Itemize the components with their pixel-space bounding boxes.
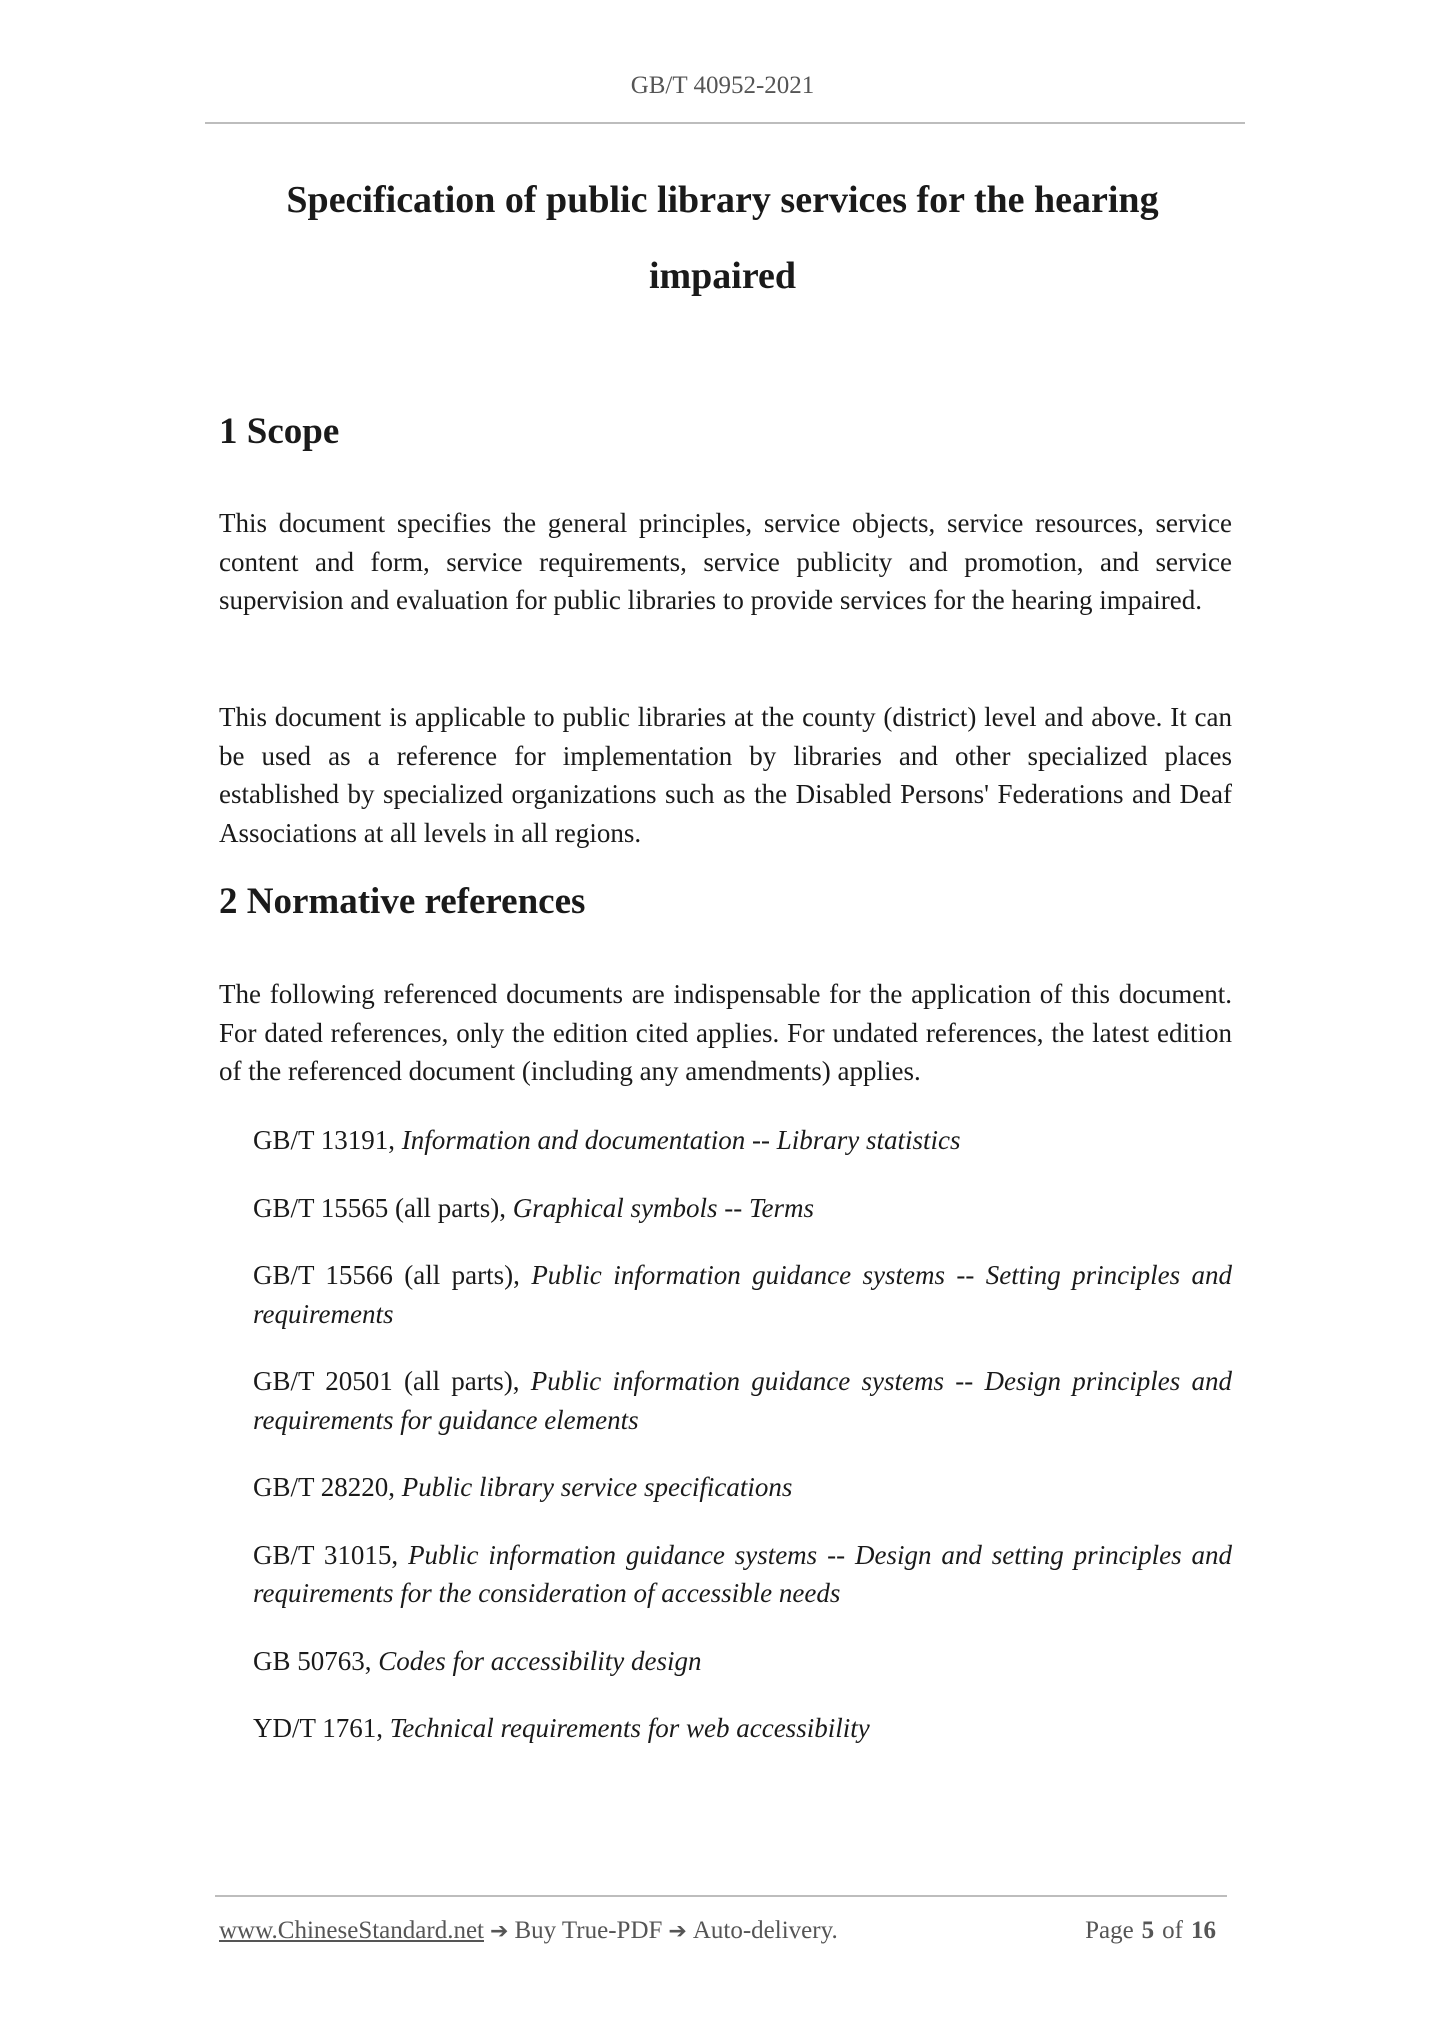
reference-title: Information and documentation -- Library statistics [401,1125,961,1155]
page-current: 5 [1141,1917,1155,1944]
header-divider [205,122,1245,124]
reference-title: Public information guidance systems -- Design and setting principles and requirements for the consideration of accessible needs [253,1539,1233,1608]
page-total: 16 [1191,1917,1216,1944]
page-indicator [1085,1917,1224,1945]
reference-code: GB/T 28220, [253,1472,402,1502]
arrow-right-icon: ➔ [668,1919,687,1944]
reference-list [253,1121,1232,1777]
website-link[interactable]: www.ChineseStandard.net [219,1917,484,1944]
reference-item [253,1709,1232,1748]
reference-item [253,1121,1232,1160]
reference-title: Public library service specifications [401,1472,793,1502]
arrow-right-icon: ➔ [490,1919,509,1944]
footer-promo [219,1917,838,1945]
reference-title: Technical requirements for web accessibility [389,1713,870,1743]
reference-code: GB 50763, [253,1645,379,1676]
reference-item [253,1468,1232,1507]
reference-item [253,1189,1232,1228]
page-of-label: of [1162,1917,1183,1944]
reference-title: Graphical symbols -- Terms [512,1192,814,1223]
scope-paragraph-2: This document is applicable to public libraries at the county (district) level and above. It can be used as a reference for implementation by libraries and other specialized places established by specialized organizations such as the Disabled Persons' Federations and Deaf Associations at all levels in all regions. [219,702,1232,848]
reference-code: GB/T 31015, [253,1539,409,1570]
reference-code: GB/T 15566 (all parts), [253,1260,532,1290]
document-title: Specification of public library services for the hearing impaired [286,179,1159,297]
reference-item [253,1256,1232,1333]
normative-references-intro: The following referenced documents are indispensable for the application of this document. For dated references, only the edition cited applies. For undated references, the latest edition of the referenced document (including any amendments) applies. [219,979,1232,1086]
reference-code: GB/T 15565 (all parts), [253,1192,513,1223]
reference-title: Public information guidance systems -- Design principles and requirements for guidance elements [253,1366,1232,1435]
buy-true-pdf-text: Buy True-PDF [514,1917,663,1944]
header-document-code: GB/T 40952-2021 [630,72,815,99]
reference-code: GB/T 20501 (all parts), [253,1366,531,1396]
reference-item [253,1362,1232,1439]
section-heading-scope: 1 Scope [219,411,340,452]
reference-code: GB/T 13191, [253,1125,402,1155]
reference-code: YD/T 1761, [253,1713,390,1743]
reference-item [253,1642,1232,1681]
section-heading-normative-references: 2 Normative references [219,881,586,922]
reference-item [253,1536,1232,1613]
scope-paragraph-1: This document specifies the general principles, service objects, service resources, service content and form, service requirements, service publicity and promotion, and service supervision and evaluation for public libraries to provide services for the hearing impaired. [219,508,1232,615]
reference-title: Codes for accessibility design [378,1645,702,1676]
reference-title: Public information guidance systems -- Setting principles and requirements [253,1260,1232,1329]
footer-divider [215,1895,1227,1897]
auto-delivery-text: Auto-delivery. [692,1917,838,1944]
page-label: Page [1085,1917,1134,1944]
